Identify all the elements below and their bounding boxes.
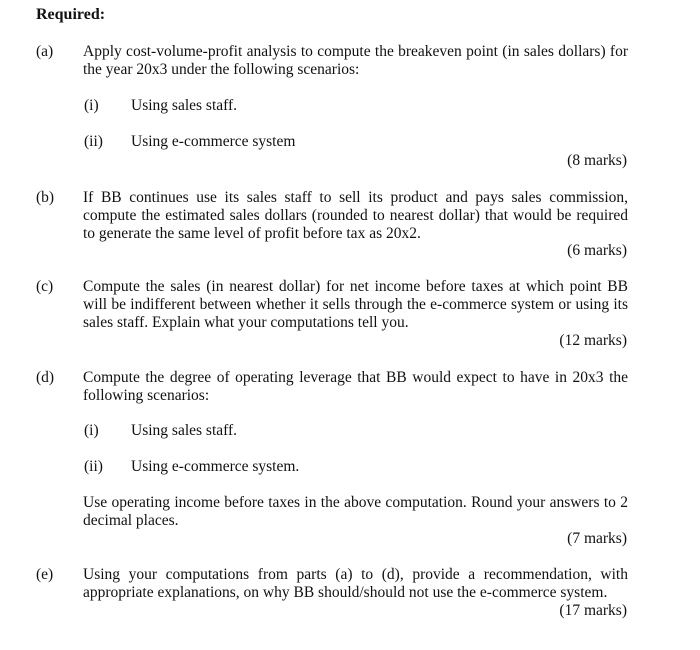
question-label: (e) xyxy=(36,566,54,583)
subitem-text: Using sales staff. xyxy=(131,97,238,114)
question-label: (b) xyxy=(36,189,55,206)
question-label: (a) xyxy=(36,43,54,60)
question-text: Using your computations from parts (a) to (d), provide a recommendation, with appropriate explanations, on why BB should/should not use the e-commerce system. xyxy=(83,566,628,601)
question-text: Compute the sales (in nearest dollar) for net income before taxes at which point BB will be indifferent between whether it sells through the e-commerce system or using its sales staff. Explain what your computations tell you. xyxy=(83,278,628,331)
subitem-text: Using sales staff. xyxy=(131,422,238,439)
question-text: Compute the degree of operating leverage that BB would expect to have in 20x3 the following scenarios: xyxy=(83,369,628,404)
question-text: Apply cost-volume-profit analysis to compute the breakeven point (in sales dollars) for the year 20x3 under the following scenarios: xyxy=(83,43,628,78)
question-note: Use operating income before taxes in the above computation. Round your answers to 2 decimal places. xyxy=(83,494,628,529)
marks-label: (6 marks) xyxy=(567,242,627,259)
subitem-label: (i) xyxy=(84,422,99,439)
required-heading: Required: xyxy=(36,6,106,23)
subitem-label: (i) xyxy=(84,97,99,114)
subitem-label: (ii) xyxy=(84,133,103,150)
marks-label: (17 marks) xyxy=(559,602,627,619)
marks-label: (7 marks) xyxy=(567,530,627,547)
question-text: If BB continues use its sales staff to sell its product and pays sales commission, compute the estimated sales dollars (rounded to nearest dollar) that would be required to generate the same level of profit before tax as 20x2. xyxy=(83,189,628,242)
marks-label: (12 marks) xyxy=(559,332,627,349)
subitem-text: Using e-commerce system xyxy=(131,133,296,150)
question-label: (c) xyxy=(36,278,54,295)
question-label: (d) xyxy=(36,369,55,386)
subitem-text: Using e-commerce system. xyxy=(131,458,300,475)
subitem-label: (ii) xyxy=(84,458,103,475)
marks-label: (8 marks) xyxy=(567,152,627,169)
